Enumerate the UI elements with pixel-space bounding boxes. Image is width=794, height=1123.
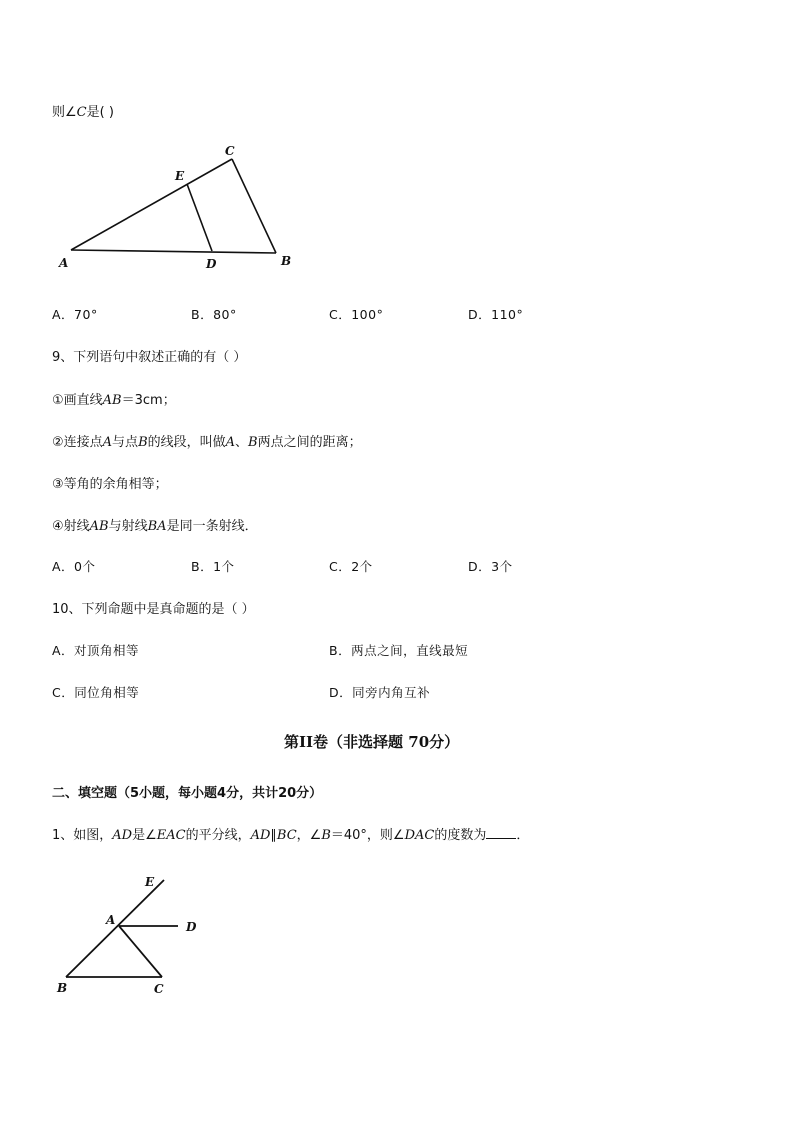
text: 的线段，叫做 <box>147 435 226 450</box>
text: ①画直线 <box>52 393 103 408</box>
text: ． <box>516 828 530 843</box>
q9-option-d[interactable]: D．3个 <box>468 559 513 574</box>
label-B: B <box>281 254 292 268</box>
var: C <box>76 105 87 120</box>
q8-option-c[interactable]: C．100° <box>329 307 384 322</box>
part-2-heading: 二、填空题（5小题，每小题4分，共计20分） <box>52 786 323 801</box>
text: 与射线 <box>108 519 148 534</box>
var: B <box>321 828 331 843</box>
var: A <box>102 435 113 450</box>
var: AD <box>112 828 133 843</box>
text: 是∠ <box>132 828 157 843</box>
q8-option-b[interactable]: B．80° <box>191 307 237 322</box>
var: B <box>138 435 148 450</box>
text: ④射线 <box>52 519 90 534</box>
var: BA <box>147 519 167 534</box>
var: A <box>225 435 236 450</box>
text: 两点之间的距离； <box>257 435 362 450</box>
label-C: C <box>154 982 164 996</box>
text: ＝40°，则∠ <box>330 828 405 843</box>
q10-option-c[interactable]: C．同位角相等 <box>52 685 140 700</box>
var: AB <box>102 393 122 408</box>
text: 的度数为 <box>434 828 487 843</box>
var: AB <box>89 519 109 534</box>
text: 、 <box>235 435 249 450</box>
var: BC <box>276 828 297 843</box>
text: 是( ) <box>86 105 114 120</box>
var: B <box>248 435 258 450</box>
q10-stem: 10、下列命题中是真命题的是（ ） <box>52 602 255 617</box>
text: ②连接点 <box>52 435 103 450</box>
label-C: C <box>225 144 235 158</box>
text: 是同一条射线． <box>166 519 258 534</box>
label-A: A <box>106 913 116 927</box>
q9-option-c[interactable]: C．2个 <box>329 559 373 574</box>
text: 的平分线， <box>185 828 251 843</box>
text: ，∠ <box>296 828 322 843</box>
q9-statement-3: ③等角的余角相等； <box>52 477 168 492</box>
q10-option-b[interactable]: B．两点之间，直线最短 <box>329 643 469 658</box>
label-E: E <box>145 875 155 889</box>
text: ∥ <box>270 828 277 843</box>
text: ＝3cm； <box>121 393 176 408</box>
text: 与点 <box>112 435 139 450</box>
label-A: A <box>59 256 69 270</box>
section-2-title: 第II卷（非选择题 70分） <box>284 733 460 751</box>
label-B: B <box>57 981 68 995</box>
q10-option-a[interactable]: A．对顶角相等 <box>52 643 140 658</box>
var: EAC <box>156 828 186 843</box>
q9-option-a[interactable]: A．0个 <box>52 559 96 574</box>
q9-stem: 9、下列语句中叙述正确的有（ ） <box>52 350 247 365</box>
q8-option-d[interactable]: D．110° <box>468 307 524 322</box>
text: 1、如图， <box>52 828 113 843</box>
q8-option-a[interactable]: A．70° <box>52 307 98 322</box>
label-D: D <box>206 257 217 271</box>
label-E: E <box>175 169 185 183</box>
text: 则∠ <box>52 105 77 120</box>
var: AD <box>250 828 271 843</box>
var: DAC <box>404 828 435 843</box>
label-D: D <box>186 920 197 934</box>
q10-option-d[interactable]: D．同旁内角互补 <box>329 685 431 700</box>
q9-option-b[interactable]: B．1个 <box>191 559 235 574</box>
